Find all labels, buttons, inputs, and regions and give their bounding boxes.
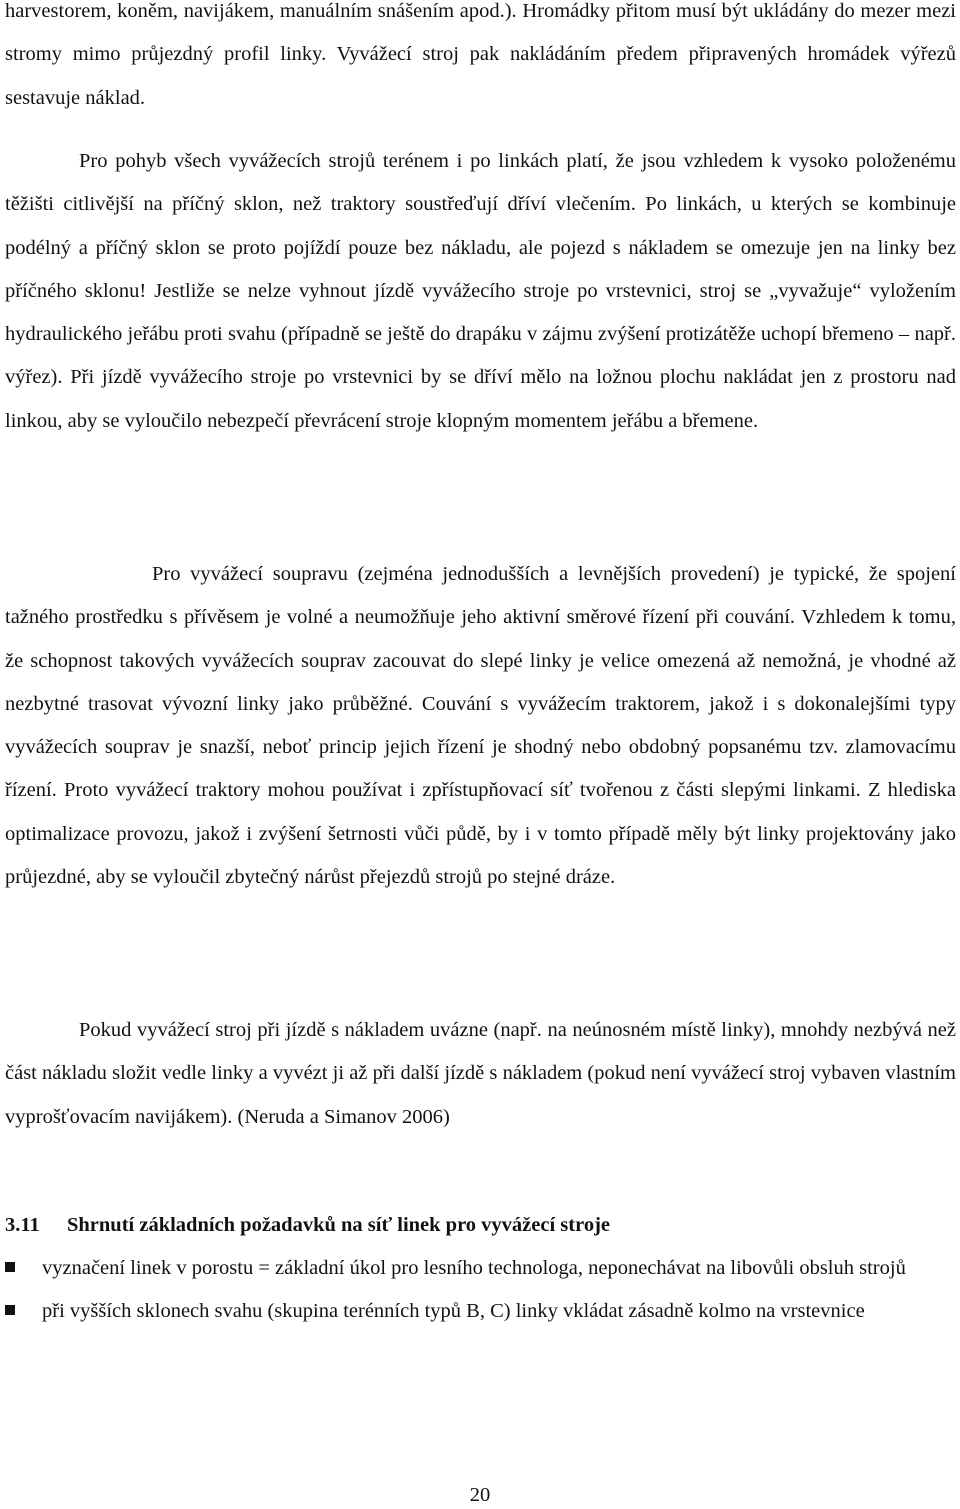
square-bullet-icon <box>5 1305 15 1315</box>
requirements-list <box>5 1247 956 1334</box>
list-item <box>5 1290 956 1333</box>
list-item <box>5 1247 956 1290</box>
list-item-text: vyznačení linek v porostu = základní úkol pro lesního technologa, neponechávat na libovůli obsluh strojů <box>42 1257 906 1279</box>
square-bullet-icon <box>5 1262 15 1272</box>
paragraph-stuck-forwarder: Pokud vyvážecí stroj při jízdě s nákladem uvázne (např. na neúnosném místě linky), mnohdy nezbývá než část nákladu složit vedle linky a vyvézt ji až při další jízdě s nákladem (pokud není vyvážecí stroj vybaven vlastním vyprošťovacím navijákem). (Neruda a Simanov 2006) <box>5 1019 956 1128</box>
list-item-text: při vyšších sklonech svahu (skupina terénních typů B, C) linky vkládat zásadně kolmo na vrstevnice <box>42 1300 865 1323</box>
section-number: 3.11 <box>5 1214 40 1236</box>
paragraph-terrain-movement: Pro pohyb všech vyvážecích strojů terénem i po linkách platí, že jsou vzhledem k vysoko položenému těžišti citlivější na příčný sklon, než traktory soustřeďují dříví vlečením. Po linkách, u kterých se kombinuje podélný a příčný sklon se proto pojíždí pouze bez nákladu, ale pojezd s nákladem se omezuje jen na linky bez příčného sklonu! Jestliže se nelze vyhnout jízdě vyvážecího stroje po vrstevnici, stroj se „vyvažuje“ vyložením hydraulického jeřábu proti svahu (případně se ještě do drapáku v zájmu zvýšení protizátěže uchopí břemeno – např. výřez). Při jízdě vyvážecího stroje po vrstevnici by se dříví mělo na ložnou plochu nakládat jen z prostoru nad linkou, aby se vyloučilo nebezpečí převrácení stroje klopným momentem jeřábu a břemene. <box>5 150 956 432</box>
paragraph-continuation: harvestorem, koněm, navijákem, manuálním snášením apod.). Hromádky přitom musí být ukládány do mezer mezi stromy mimo průjezdný profil linky. Vyvážecí stroj pak nakládáním předem připravených hromádek výřezů sestavuje náklad. <box>5 0 956 109</box>
paragraph-forwarder-set: Pro vyvážecí soupravu (zejména jednodušších a levnějších provedení) je typické, že spojení tažného prostředku s přívěsem je volné a neumožňuje jeho aktivní směrové řízení při couvání. Vzhledem k tomu, že schopnost takových vyvážecích souprav zacouvat do slepé linky je velice omezená až nemožná, je vhodné až nezbytné trasovat vývozní linky jako průběžné. Couvání s vyvážecím traktorem, jakož i s dokonalejšími typy vyvážecích souprav je snazší, neboť princip jejich řízení je shodný nebo obdobný popsanému tzv. zlamovacímu řízení. Proto vyvážecí traktory mohou používat i zpřístupňovací síť tvořenou z části slepými linkami. Z hlediska optimalizace provozu, jakož i zvýšení šetrnosti vůči půdě, by i v tomto případě měly být linky projektovány jako průjezdné, aby se vyloučil zbytečný nárůst přejezdů strojů po stejné dráze. <box>5 563 956 889</box>
section-heading <box>5 1207 610 1243</box>
page-number: 20 <box>469 1484 491 1506</box>
section-title: Shrnutí základních požadavků na síť linek pro vyvážecí stroje <box>67 1214 610 1236</box>
